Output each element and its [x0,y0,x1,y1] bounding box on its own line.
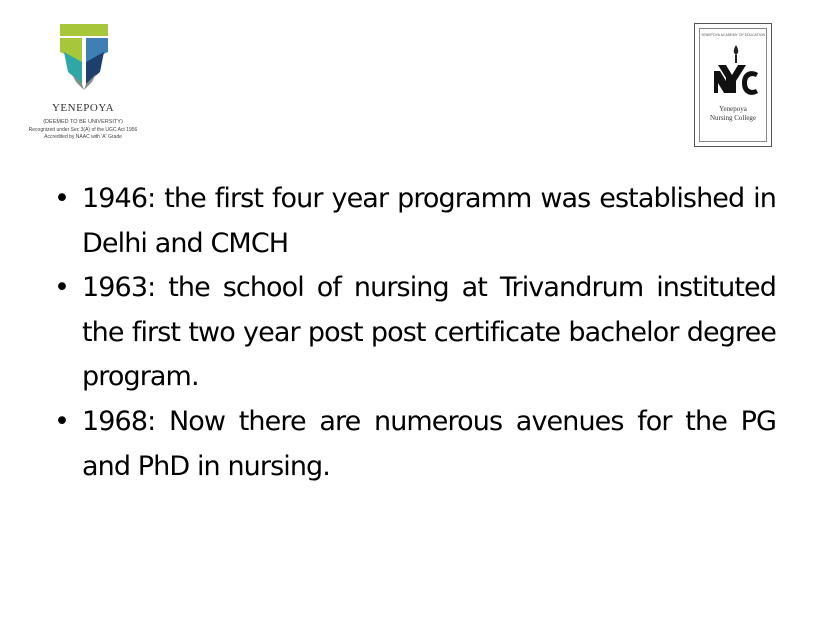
yenepoya-university-logo [22,20,144,156]
college-name [700,105,766,123]
bullet-text: 1968: Now there are numerous avenues for the PG and PhD in nursing. [82,405,776,482]
bullet-text: 1946: the first four year programm was established in Delhi and CMCH [82,183,776,259]
university-name: YENEPOYA [51,102,115,114]
bullet-text: 1963: the school of nursing at Trivandrum instituted the first two year post post certificate bachelor degree program. [82,272,776,393]
bullet-item [54,177,776,266]
university-accreditation: Accredited by NAAC with 'A' Grade [44,134,122,140]
college-name-line1: Yenepoya [719,105,747,113]
bullet-marker: • [54,272,70,304]
shield-emblem-icon [58,22,110,92]
university-recognition: Recognized under Sec 3(A) of the UGC Act 1956 [28,127,138,133]
bullet-item [54,266,776,400]
history-bullet-list [54,177,776,489]
logo-top-text: YENEPOYA ACADEMY OF EDUCATION [701,33,765,37]
bullet-marker: • [54,183,70,214]
nursing-college-logo [694,23,772,147]
ync-monogram-icon [710,43,762,99]
bullet-item [54,400,776,489]
university-status: (DEEMED TO BE UNIVERSITY) [43,119,123,125]
college-name-line2: Nursing College [709,114,757,122]
bullet-marker: • [54,405,70,437]
logo-frame [699,28,767,142]
